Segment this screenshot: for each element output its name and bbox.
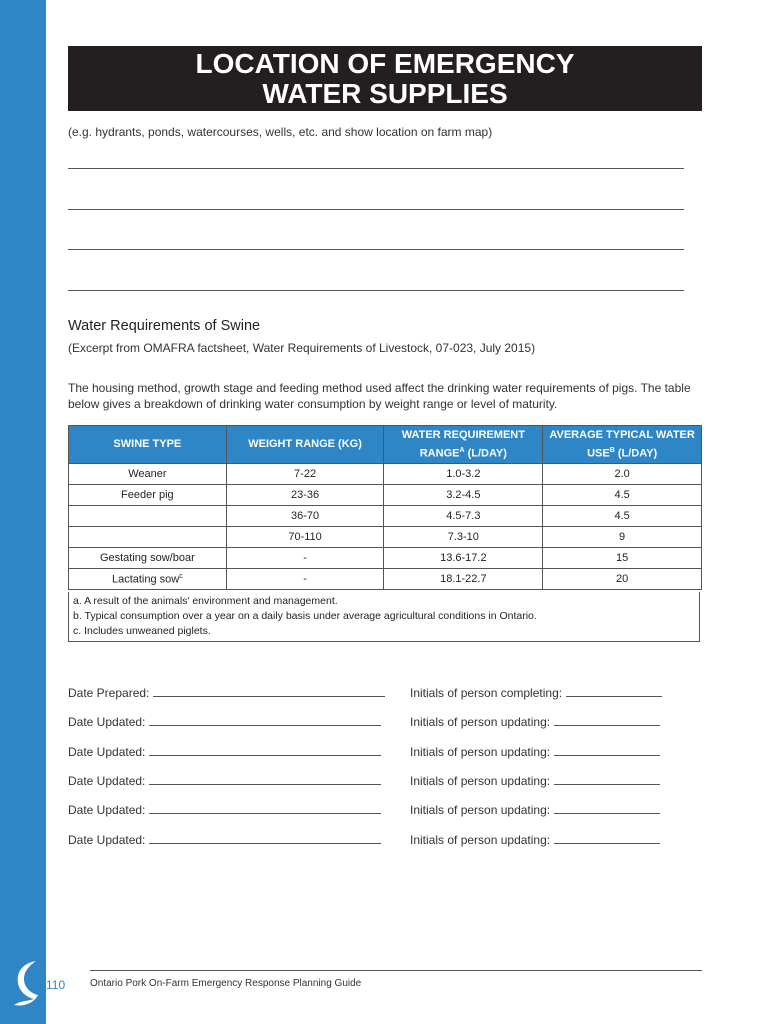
table-row — [69, 569, 702, 590]
cell-range: 1.0-3.2 — [384, 464, 543, 485]
cell-weight: 70-110 — [226, 527, 384, 548]
swine-water-table — [68, 425, 702, 590]
date-updated-row: Date Updated: — [68, 832, 381, 847]
cell-weight: 7-22 — [226, 464, 384, 485]
cell-average: 9 — [543, 527, 702, 548]
date-prepared-row: Date Prepared: — [68, 685, 385, 700]
cell-swine-type: Gestating sow/boar — [69, 548, 227, 569]
page-number: 110 — [46, 978, 66, 992]
initials-updating-field[interactable] — [554, 802, 660, 814]
cell-average: 4.5 — [543, 485, 702, 506]
cell-weight: 23-36 — [226, 485, 384, 506]
initials-completing-row: Initials of person completing: — [410, 685, 662, 700]
date-prepared-field[interactable] — [153, 685, 385, 697]
header-average-use: AVERAGE TYPICAL WATER $USE^B$ (L/DAY) — [543, 426, 702, 464]
initials-updating-field[interactable] — [554, 773, 660, 785]
date-updated-field[interactable] — [149, 802, 381, 814]
fill-in-line[interactable] — [68, 290, 684, 291]
page-subtitle: (e.g. hydrants, ponds, watercourses, wells, etc. and show location on farm map) — [68, 125, 493, 139]
initials-completing-field[interactable] — [566, 685, 662, 697]
ontario-pork-logo-icon — [6, 955, 46, 1011]
cell-average: 15 — [543, 548, 702, 569]
date-updated-field[interactable] — [149, 832, 381, 844]
footnote-b: b. Typical consumption over a year on a daily basis under average agricultural conditions in Ontario. — [73, 610, 537, 622]
initials-updating-field[interactable] — [554, 714, 660, 726]
date-updated-field[interactable] — [149, 773, 381, 785]
cell-weight: - — [226, 569, 384, 590]
footer-rule — [90, 970, 702, 971]
section-excerpt: (Excerpt from OMAFRA factsheet, Water Requirements of Livestock, 07-023, July 2015) — [68, 341, 536, 355]
footnote-a: a. A result of the animals' environment and management. — [73, 595, 338, 607]
date-updated-row: Date Updated: — [68, 744, 381, 759]
date-updated-row: Date Updated: — [68, 773, 381, 788]
initials-updating-row: Initials of person updating: — [410, 773, 660, 788]
header-water-requirement: WATER REQUIREMENT $RANGE^A$ (L/DAY) — [384, 426, 543, 464]
header-swine-type: SWINE TYPE — [69, 426, 227, 464]
cell-weight: 36-70 — [226, 506, 384, 527]
footer-guide-title: Ontario Pork On-Farm Emergency Response Planning Guide — [90, 978, 362, 989]
cell-swine-type — [69, 527, 227, 548]
cell-range: 13.6-17.2 — [384, 548, 543, 569]
cell-range: 4.5-7.3 — [384, 506, 543, 527]
table-row — [69, 548, 702, 569]
cell-range: 3.2-4.5 — [384, 485, 543, 506]
cell-weight: - — [226, 548, 384, 569]
table-row — [69, 506, 702, 527]
side-accent-bar — [0, 0, 46, 1024]
fill-in-line[interactable] — [68, 209, 684, 210]
initials-updating-row: Initials of person updating: — [410, 802, 660, 817]
cell-average: 4.5 — [543, 506, 702, 527]
fill-in-line[interactable] — [68, 249, 684, 250]
date-updated-row: Date Updated: — [68, 714, 381, 729]
table-row — [69, 527, 702, 548]
cell-average: 2.0 — [543, 464, 702, 485]
cell-range: 7.3-10 — [384, 527, 543, 548]
date-updated-field[interactable] — [149, 744, 381, 756]
section-heading: Water Requirements of Swine — [68, 318, 261, 334]
header-weight-range: WEIGHT RANGE (KG) — [226, 426, 384, 464]
section-intro: The housing method, growth stage and feeding method used affect the drinking water requirements of pigs. The table below gives a breakdown of drinking water consumption by weight range or level of maturity. — [68, 381, 691, 411]
initials-updating-field[interactable] — [554, 744, 660, 756]
initials-updating-row: Initials of person updating: — [410, 744, 660, 759]
cell-average: 20 — [543, 569, 702, 590]
table-row — [69, 485, 702, 506]
title-line-2: WATER SUPPLIES — [262, 77, 508, 109]
cell-swine-type: Feeder pig — [69, 485, 227, 506]
initials-updating-field[interactable] — [554, 832, 660, 844]
title-line-1: LOCATION OF EMERGENCY — [195, 47, 575, 79]
fill-in-line[interactable] — [68, 168, 684, 169]
date-updated-field[interactable] — [149, 714, 381, 726]
cell-swine-type — [69, 506, 227, 527]
page-title — [68, 46, 702, 111]
cell-swine-type: Lactating sow$^c$ — [69, 569, 227, 590]
footnote-c: c. Includes unweaned piglets. — [73, 625, 211, 637]
table-row — [69, 464, 702, 485]
initials-updating-row: Initials of person updating: — [410, 832, 660, 847]
cell-range: 18.1-22.7 — [384, 569, 543, 590]
date-updated-row: Date Updated: — [68, 802, 381, 817]
initials-updating-row: Initials of person updating: — [410, 714, 660, 729]
cell-swine-type: Weaner — [69, 464, 227, 485]
table-footnotes — [68, 592, 700, 642]
